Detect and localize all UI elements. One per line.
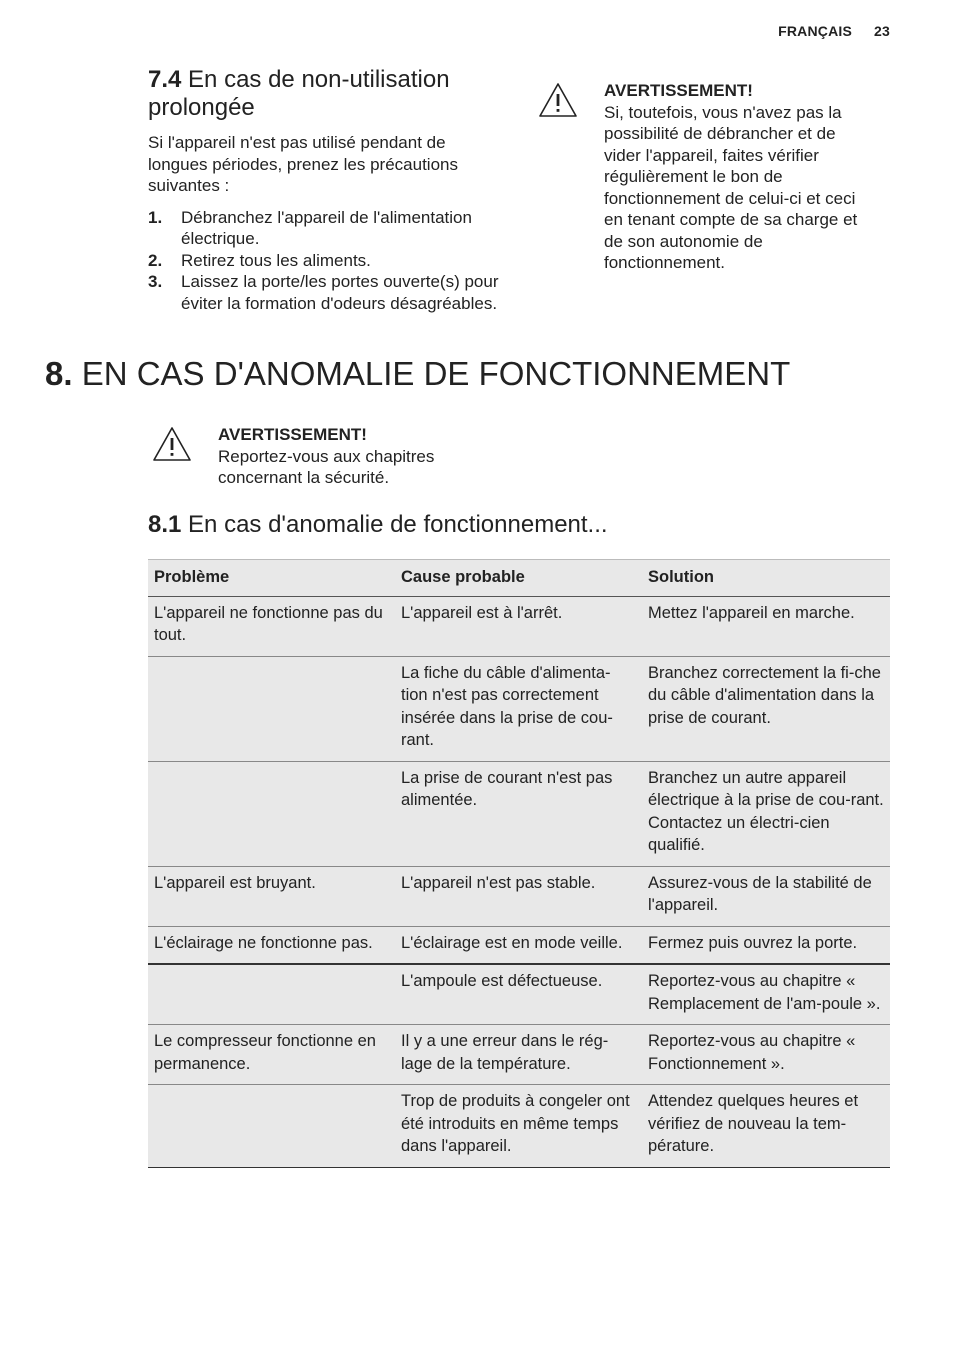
cell-cause: Trop de produits à congeler ont été introduits en même temps dans l'appareil.: [395, 1085, 642, 1168]
chapter-8-number: 8.: [45, 355, 73, 392]
warning-text: Reportez-vous aux chapitres concernant la sécurité.: [218, 446, 435, 487]
cell-cause: Il y a une erreur dans le rég-lage de la température.: [395, 1025, 642, 1085]
table-row: [148, 1025, 890, 1085]
warning-title: AVERTISSEMENT!: [218, 425, 367, 444]
table-row: [148, 596, 890, 656]
table-row: [148, 1085, 890, 1168]
step-text: Débranchez l'appareil de l'alimentation électrique.: [181, 207, 472, 248]
warning-text: Si, toutefois, vous n'avez pas la possibilité de débrancher et de vider l'appareil, faites vérifier régulièrement le bon de fonctionnement de celui-ci et ceci en tenant compte de sa charge et de son autonomie de fonctionnement.: [604, 102, 858, 272]
troubleshooting-table: [148, 559, 890, 1168]
cell-solution: Reportez-vous au chapitre « Fonctionnement ».: [642, 1025, 890, 1085]
cell-solution: Attendez quelques heures et vérifiez de nouveau la tem-pérature.: [642, 1085, 890, 1168]
cell-problem: L'appareil est bruyant.: [148, 866, 395, 926]
step-number: 2.: [148, 250, 163, 270]
chapter-8-title: EN CAS D'ANOMALIE DE FONCTIONNEMENT: [81, 355, 791, 392]
table-row: [148, 964, 890, 1025]
section-8-1-title: En cas d'anomalie de fonctionnement...: [188, 511, 608, 538]
cell-problem: Le compresseur fonctionne en permanence.: [148, 1025, 395, 1085]
column-header-problem: Problème: [148, 560, 395, 597]
table-row: [148, 656, 890, 761]
warning-triangle-icon: [538, 82, 578, 118]
cell-problem: [148, 1085, 395, 1168]
cell-solution: Fermez puis ouvrez la porte.: [642, 926, 890, 964]
cell-cause: La fiche du câble d'alimenta-tion n'est pas correctement insérée dans la prise de cou-rant.: [395, 656, 642, 761]
table-header-row: [148, 560, 890, 597]
section-7-4-number: 7.4: [148, 66, 182, 93]
column-header-solution: Solution: [642, 560, 890, 597]
section-7-4-heading: [148, 66, 508, 122]
table-row: [148, 866, 890, 926]
step-number: 3.: [148, 272, 163, 291]
section-8-1-number: 8.1: [148, 511, 182, 538]
list-item: [148, 271, 508, 314]
list-item: [148, 250, 508, 272]
list-item: [148, 207, 508, 250]
header-language: FRANÇAIS: [778, 23, 853, 39]
page-header: [756, 23, 890, 39]
table-row: [148, 926, 890, 964]
table-row: [148, 761, 890, 866]
warning-text-block: [604, 80, 858, 274]
cell-cause: L'ampoule est défectueuse.: [395, 964, 642, 1025]
column-header-cause: Cause probable: [395, 560, 642, 597]
cell-solution: Branchez correctement la fi-che du câble d'alimentation dans la prise de courant.: [642, 656, 890, 761]
warning-title: AVERTISSEMENT!: [604, 81, 753, 100]
step-text: Retirez tous les aliments.: [181, 250, 371, 270]
cell-cause: L'éclairage est en mode veille.: [395, 926, 642, 964]
warning-box-right: [538, 80, 858, 274]
step-number: 1.: [148, 207, 163, 227]
cell-cause: La prise de courant n'est pas alimentée.: [395, 761, 642, 866]
section-8-1-heading: [148, 510, 608, 540]
section-7-4-intro: Si l'appareil n'est pas utilisé pendant de longues périodes, prenez les précautions suivantes :: [148, 133, 458, 195]
cell-problem: L'appareil ne fonctionne pas du tout.: [148, 596, 395, 656]
warning-text-block: [218, 424, 482, 489]
page-number: 23: [874, 23, 890, 39]
cell-cause: L'appareil n'est pas stable.: [395, 866, 642, 926]
cell-solution: Branchez un autre appareil électrique à la prise de cou-rant. Contactez un électri-cien qualifié.: [642, 761, 890, 866]
warning-triangle-icon: [152, 426, 192, 462]
section-7-4: [148, 66, 508, 314]
cell-solution: Reportez-vous au chapitre « Remplacement de l'am-poule ».: [642, 964, 890, 1025]
cell-problem: [148, 761, 395, 866]
steps-list: [148, 207, 508, 315]
cell-problem: [148, 964, 395, 1025]
warning-box-chapter-8: [152, 424, 482, 489]
cell-solution: Mettez l'appareil en marche.: [642, 596, 890, 656]
chapter-8-heading: [45, 354, 790, 394]
cell-solution: Assurez-vous de la stabilité de l'appareil.: [642, 866, 890, 926]
section-7-4-title: En cas de non-utilisation prolongée: [148, 66, 450, 121]
cell-problem: L'éclairage ne fonctionne pas.: [148, 926, 395, 964]
cell-problem: [148, 656, 395, 761]
step-text: Laissez la porte/les portes ouverte(s) pour éviter la formation d'odeurs désagréables.: [181, 272, 499, 313]
cell-cause: L'appareil est à l'arrêt.: [395, 596, 642, 656]
